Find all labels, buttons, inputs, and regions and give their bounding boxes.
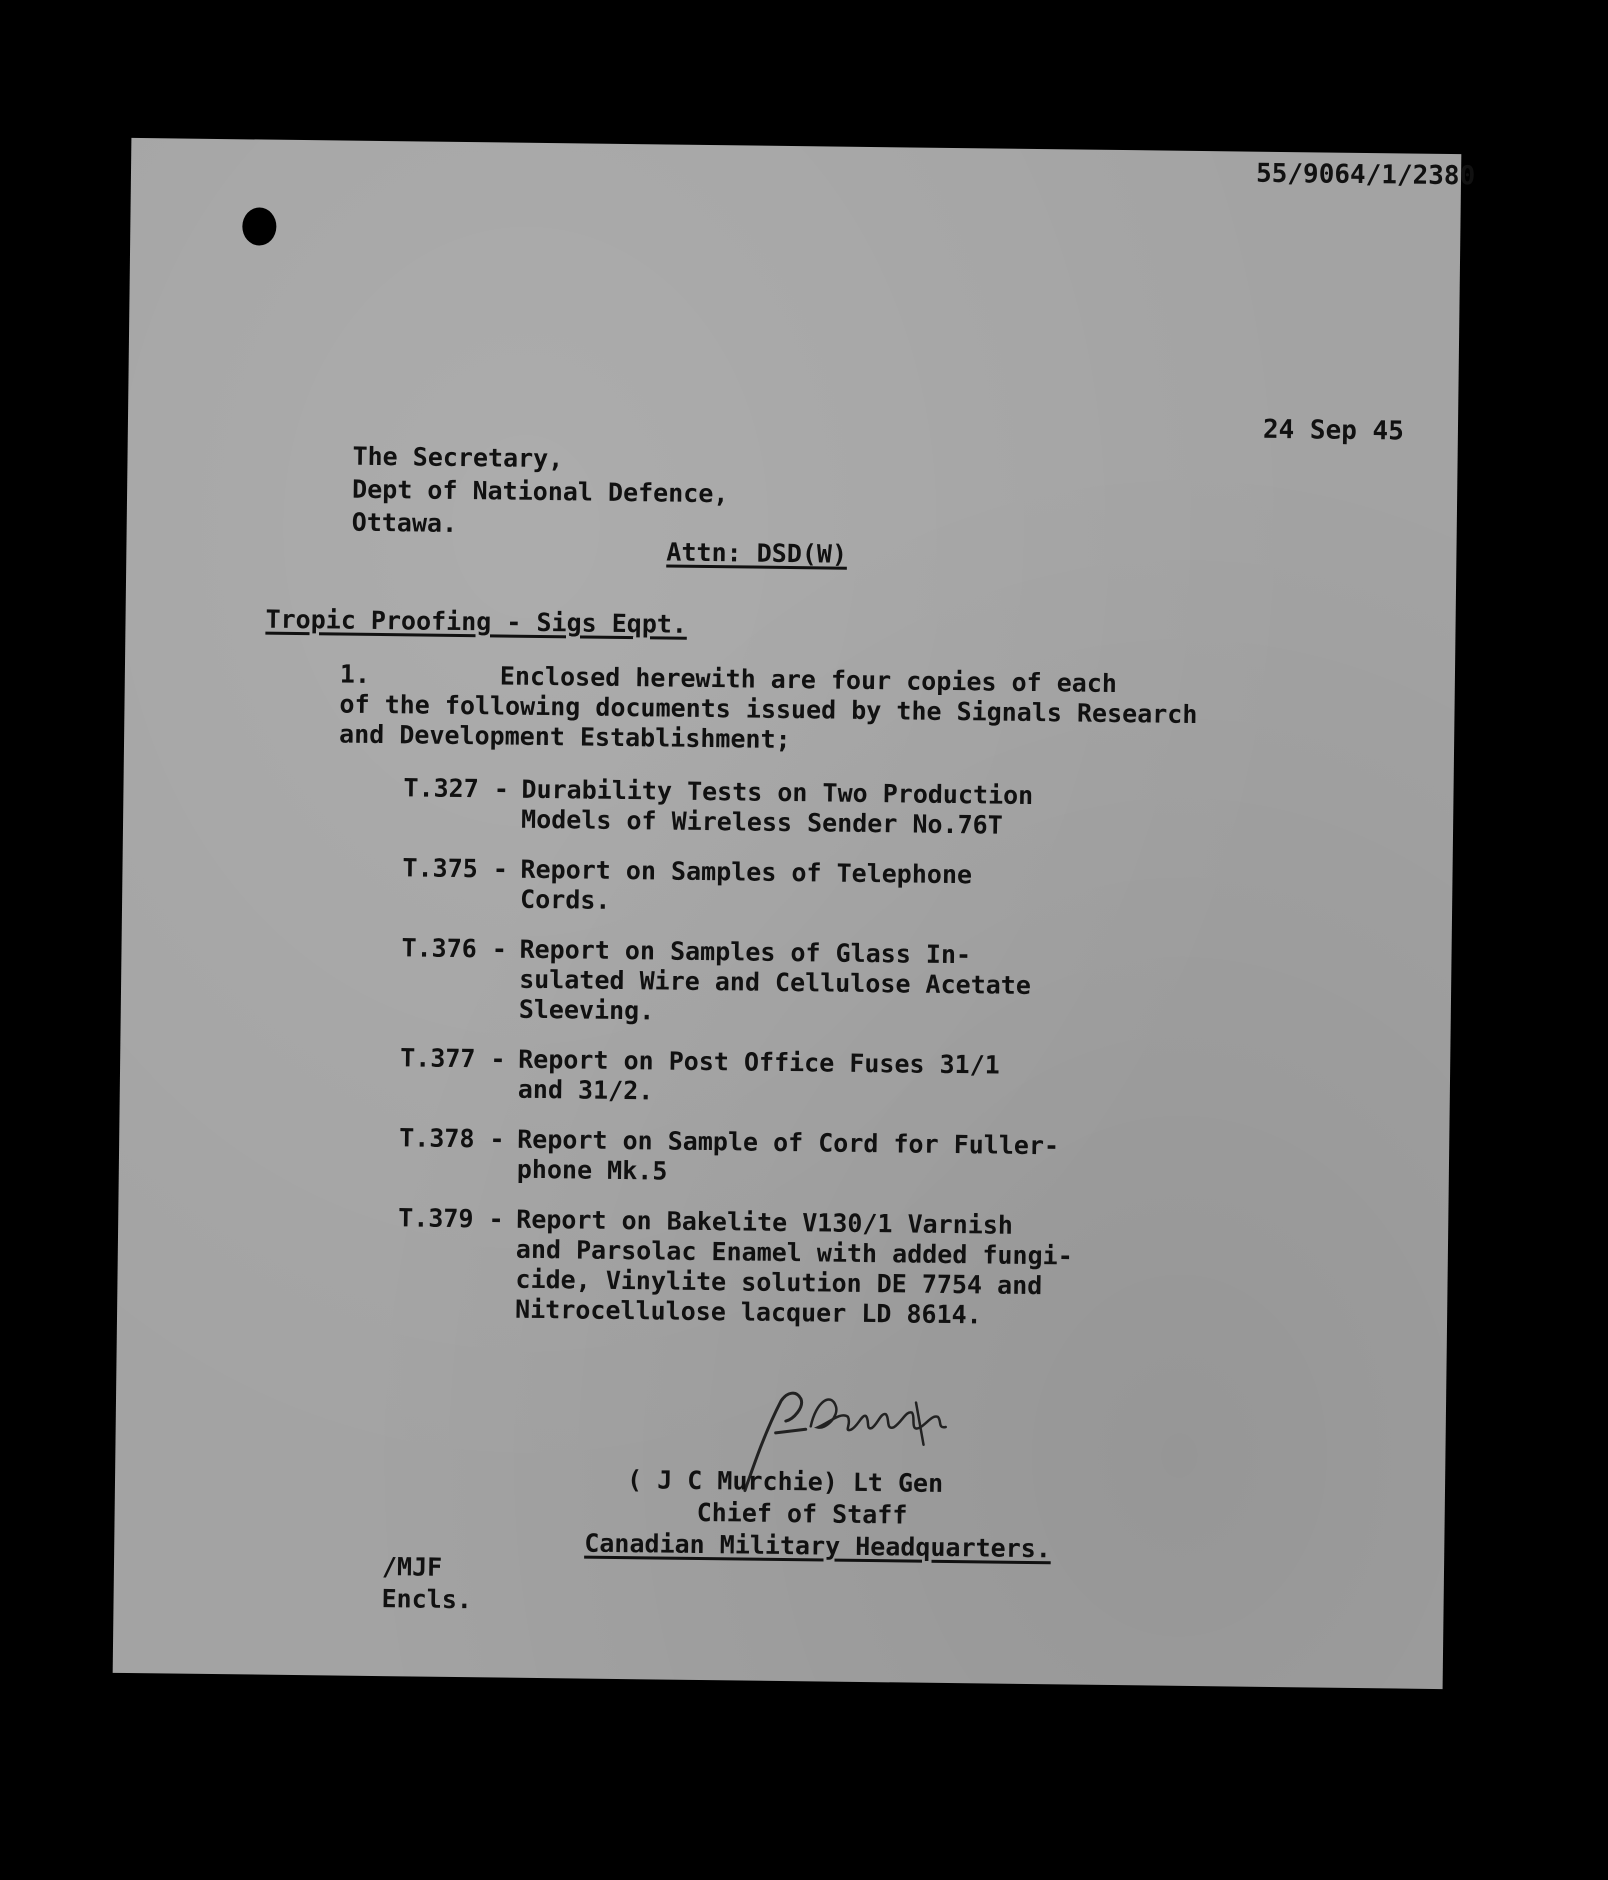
reference-initials: /MJF [381, 1552, 443, 1582]
document-title: Report on Samples of Glass In- sulated Wire and Cellulose Acetate Sleeving. [518, 934, 1032, 1026]
letter-date: 24 Sep 45 [1262, 414, 1405, 447]
signatory-title: Chief of Staff [696, 1497, 908, 1530]
attention-line: Attn: DSD(W) [666, 537, 848, 569]
document-code: T.327 - [403, 773, 510, 804]
document-page [113, 138, 1476, 1689]
paragraph-number: 1. [339, 659, 371, 689]
addressee-line-2: Dept of National Defence, [351, 474, 729, 509]
signatory-organization: Canadian Military Headquarters. [584, 1528, 1052, 1564]
document-title: Report on Bakelite V130/1 Varnish and Parsolac Enamel with added fungi- cide, Vinylite solution DE 7754 and Nitrocellulose lacquer LD 8614. [514, 1204, 1073, 1330]
document-title: Report on Samples of Telephone Cords. [519, 854, 973, 915]
punch-hole [242, 207, 276, 245]
subject-line: Tropic Proofing - Sigs Eqpt. [265, 604, 688, 639]
document-title: Report on Post Office Fuses 31/1 and 31/2. [517, 1044, 1000, 1106]
enclosures-note: Encls. [381, 1584, 473, 1615]
addressee-line-3: Ottawa. [351, 507, 458, 538]
document-code: T.376 - [401, 933, 508, 964]
file-number: 55/9064/1/2380 [1255, 158, 1476, 192]
document-code: T.378 - [399, 1123, 505, 1154]
signatory-name: ( J C Murchie) Lt Gen [626, 1465, 944, 1498]
document-code: T.377 - [400, 1043, 506, 1074]
paragraph-line-2: of the following documents issued by the Signals Research [339, 689, 1198, 729]
document-title: Durability Tests on Two Production Models of Wireless Sender No.76T [520, 774, 1034, 840]
paragraph-line-3: and Development Establishment; [338, 719, 791, 755]
addressee-line-1: The Secretary, [352, 441, 564, 474]
document-code: T.375 - [402, 853, 509, 884]
document-title: Report on Sample of Cord for Fuller- phone Mk.5 [516, 1124, 1060, 1186]
document-code: T.379 - [398, 1203, 504, 1234]
paragraph-line-1: Enclosed herewith are four copies of each [499, 661, 1118, 699]
